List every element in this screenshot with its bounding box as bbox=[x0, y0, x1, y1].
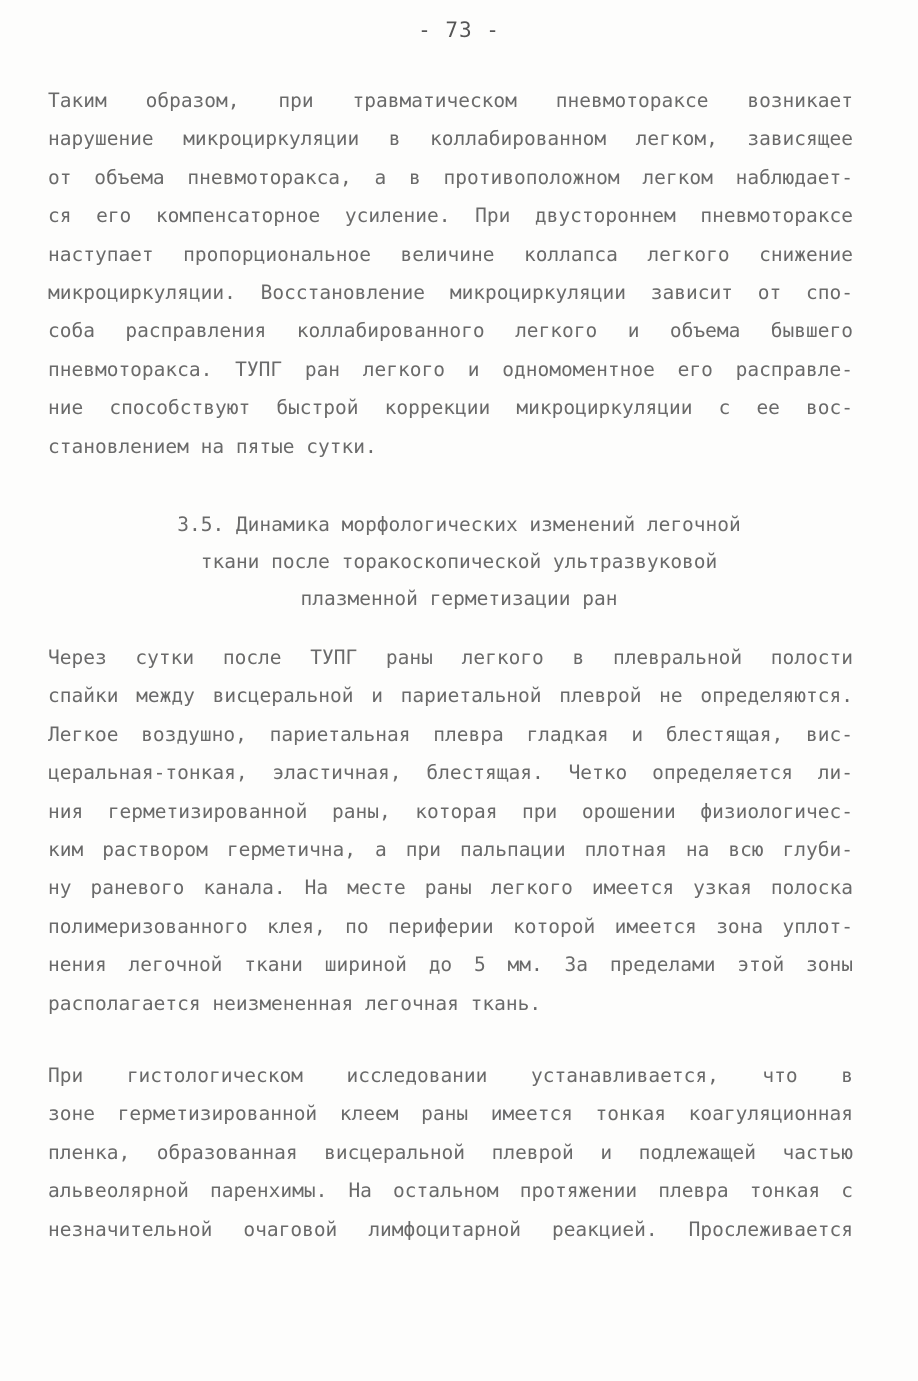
paragraph-day-one-findings bbox=[48, 639, 853, 1023]
text-line: пленка, образованная висцеральной плеврой и подлежащей частью bbox=[48, 1140, 853, 1164]
page-number: - 73 - bbox=[418, 18, 500, 42]
text-line: нарушение микроциркуляции в коллабированном легком, зависящее bbox=[48, 127, 853, 151]
text-line: от объема пневмоторакса, а в противоположном легком наблюдает- bbox=[48, 165, 853, 189]
text-line: ние способствуют быстрой коррекции микроциркуляции с ее вос- bbox=[48, 396, 853, 420]
text-line: зоне герметизированной клеем раны имеется тонкая коагуляционная bbox=[48, 1102, 853, 1126]
heading-line: 3.5. Динамика морфологических изменений легочной bbox=[177, 513, 741, 536]
text-line: пневмоторакса. ТУПГ ран легкого и одномоментное его расправле- bbox=[48, 357, 853, 381]
text-line: Через сутки после ТУПГ раны легкого в плевральной полости bbox=[48, 646, 853, 669]
text-line: соба расправления коллабированного легкого и объема бывшего bbox=[48, 319, 853, 343]
text-line: ким раствором герметична, а при пальпации плотная на всю глуби- bbox=[48, 837, 853, 861]
text-line: спайки между висцеральной и париетальной плеврой не определяются. bbox=[48, 684, 853, 708]
text-line: Легкое воздушно, париетальная плевра гладкая и блестящая, вис- bbox=[48, 722, 853, 746]
heading-line: плазменной герметизации ран bbox=[300, 587, 618, 610]
text-line: становлением на пятые сутки. bbox=[48, 434, 377, 458]
text-line: наступает пропорциональное величине коллапса легкого снижение bbox=[48, 242, 853, 266]
paragraph-histology bbox=[48, 1057, 853, 1249]
text-line: незначительной очаговой лимфоцитарной реакцией. Прослеживается bbox=[48, 1217, 853, 1241]
text-line: нения легочной ткани шириной до 5 мм. За пределами этой зоны bbox=[48, 953, 853, 977]
text-line: располагается неизмененная легочная ткань. bbox=[48, 991, 542, 1015]
text-line: полимеризованного клея, по периферии которой имеется зона уплот- bbox=[48, 914, 853, 938]
heading-line: ткани после торакоскопической ультразвуковой bbox=[200, 550, 718, 573]
text-line: ния герметизированной раны, которая при орошении физиологичес- bbox=[48, 799, 853, 823]
text-line: ся его компенсаторное усиление. При двустороннем пневмотораксе bbox=[48, 204, 853, 228]
text-line: ну раневого канала. На месте раны легкого имеется узкая полоска bbox=[48, 876, 853, 900]
text-line: церальная-тонкая, эластичная, блестящая. Четко определяется ли- bbox=[48, 761, 853, 785]
text-line: При гистологическом исследовании устанавливается, что в bbox=[48, 1064, 853, 1087]
paragraph-pneumothorax-summary bbox=[48, 82, 853, 466]
section-heading bbox=[0, 506, 918, 617]
text-line: Таким образом, при травматическом пневмотораксе возникает bbox=[48, 89, 853, 112]
text-line: альвеолярной паренхимы. На остальном протяжении плевра тонкая с bbox=[48, 1179, 853, 1203]
text-line: микроциркуляции. Восстановление микроциркуляции зависит от спо- bbox=[48, 280, 853, 304]
